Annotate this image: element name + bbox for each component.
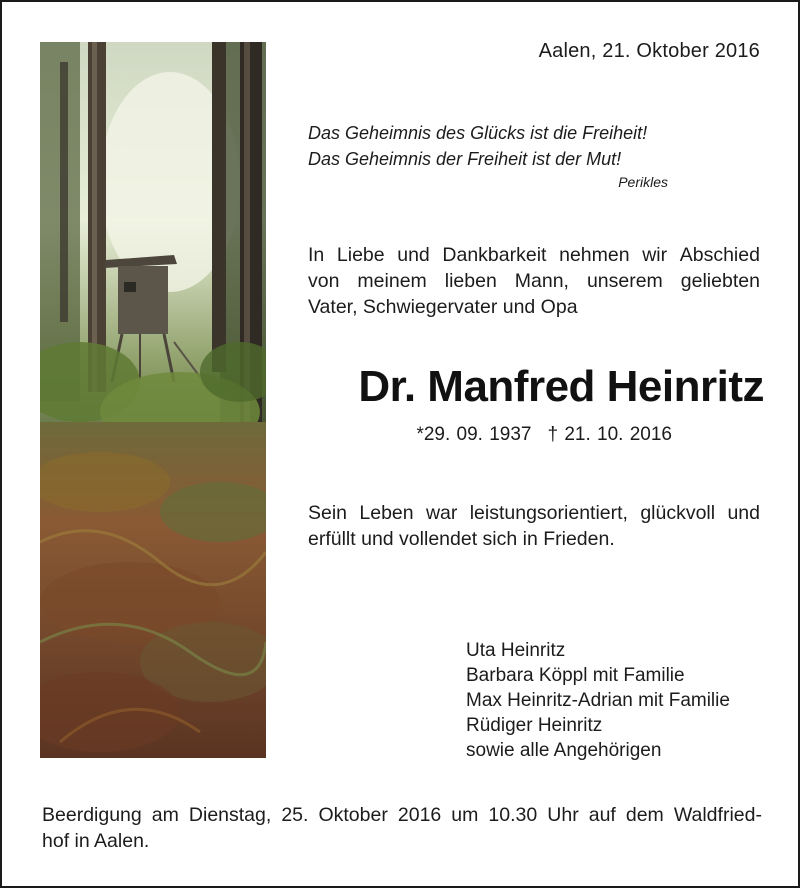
mourner: Barbara Köppl mit Familie xyxy=(466,665,685,686)
mourners-list xyxy=(466,638,776,763)
funeral-line: Beerdigung am Dienstag, 25. Oktober 2016 um 10.30 Uhr auf dem Waldfried- xyxy=(42,804,762,826)
death-date: † 21. 10. 2016 xyxy=(547,424,672,445)
mourner: Rüdiger Heinritz xyxy=(466,715,603,736)
motto-line: Sein Leben war leistungsorientiert, glückvoll und xyxy=(308,502,760,524)
intro-line: Vater, Schwiegervater und Opa xyxy=(308,296,578,318)
intro-line: In Liebe und Dankbarkeit nehmen wir Abschied xyxy=(308,244,760,266)
quote-line: Das Geheimnis der Freiheit ist der Mut! xyxy=(308,149,622,169)
funeral-info xyxy=(42,802,762,854)
life-dates xyxy=(302,424,672,446)
quote xyxy=(308,120,728,172)
quote-line: Das Geheimnis des Glücks ist die Freiheit! xyxy=(308,123,648,143)
intro-text xyxy=(308,242,760,320)
deceased-name: Dr. Manfred Heinritz xyxy=(358,362,764,411)
quote-author: Perikles xyxy=(618,174,668,190)
mourner: Max Heinritz-Adrian mit Familie xyxy=(466,690,730,711)
motto-line: erfüllt und vollendet sich in Frieden. xyxy=(308,528,615,550)
mourner: Uta Heinritz xyxy=(466,640,566,661)
forest-photo xyxy=(40,42,266,758)
place-date: Aalen, 21. Oktober 2016 xyxy=(538,40,760,62)
funeral-line: hof in Aalen. xyxy=(42,830,150,852)
birth-date: *29. 09. 1937 xyxy=(416,424,532,445)
intro-line: von meinem lieben Mann, unserem geliebten xyxy=(308,270,760,292)
life-motto xyxy=(308,500,760,552)
mourner: sowie alle Angehörigen xyxy=(466,740,662,761)
